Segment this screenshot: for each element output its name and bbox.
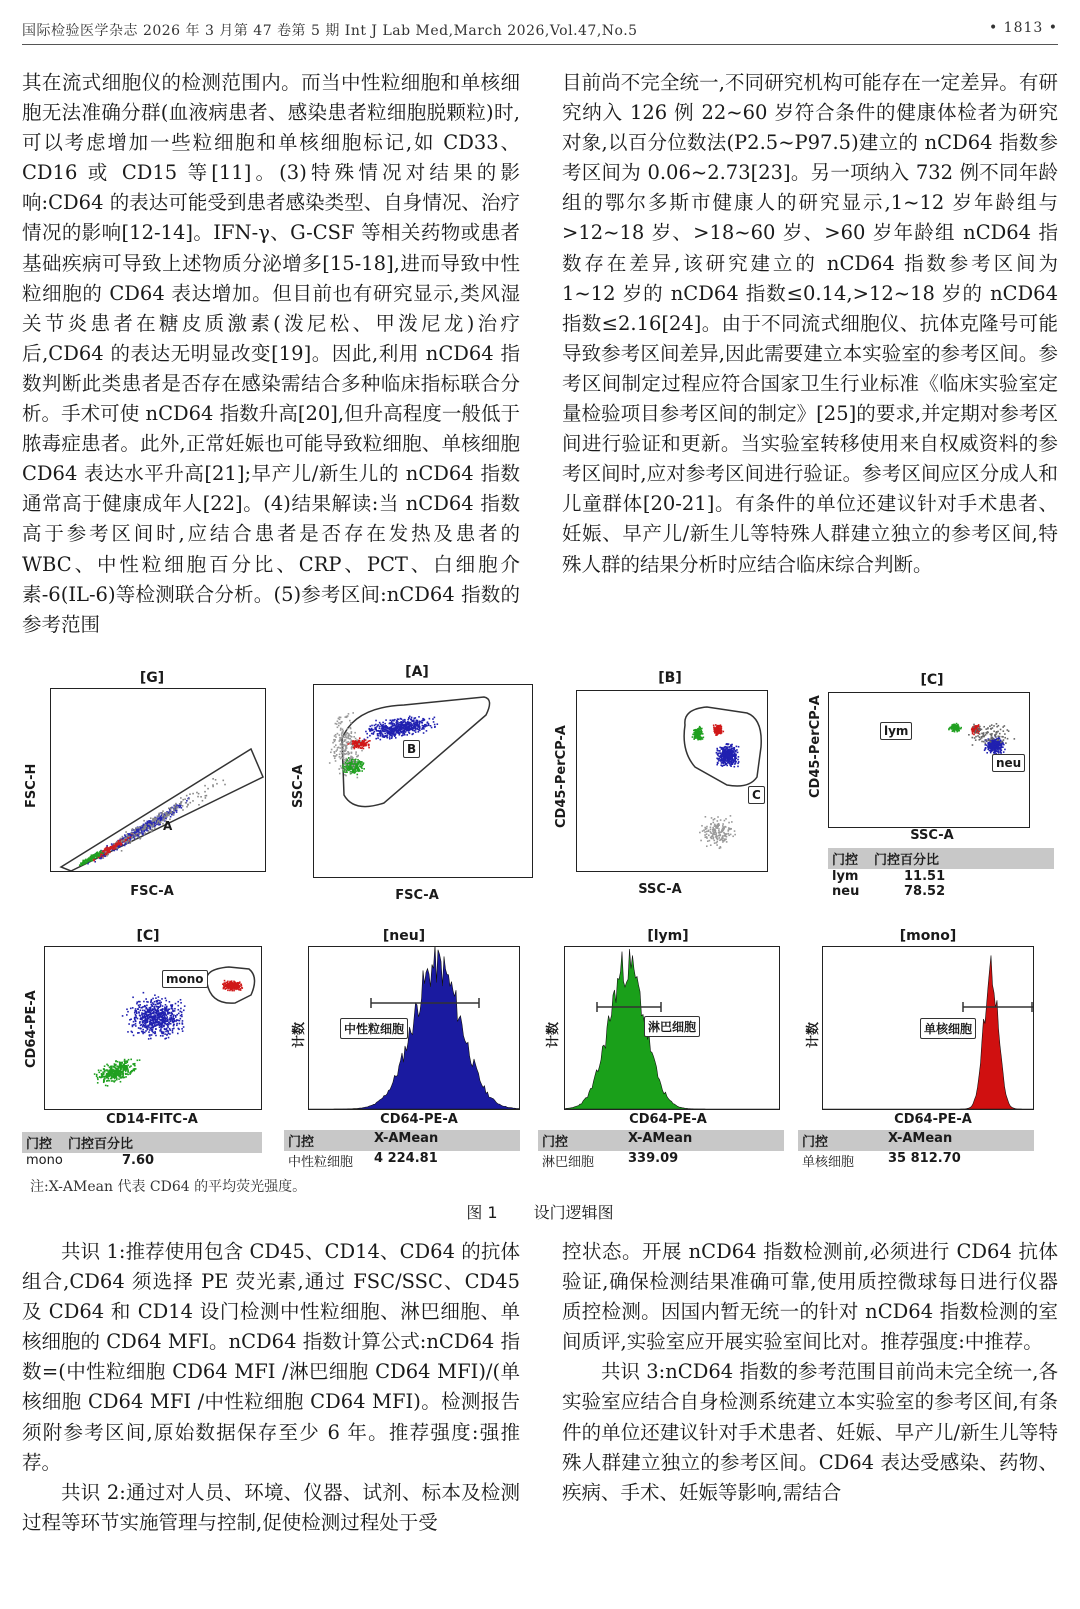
- panel-title: [B]: [658, 670, 682, 686]
- x-axis-label: CD14-FITC-A: [106, 1112, 198, 1127]
- scatter-plot: [51, 689, 265, 871]
- scatter-plot: [577, 691, 767, 871]
- panel-title: [lym]: [647, 928, 689, 944]
- panel-title: [C]: [920, 672, 944, 688]
- panel-a: [287, 664, 537, 908]
- paragraph: 控状态。开展 nCD64 指数检测前,必须进行 CD64 抗体验证,确保检测结果准确可靠,使用质控微球每日进行仪器质控检测。因国内暂无统一的针对 nCD64 指数检测的室间质评,实验室应开展实验室间比对。推荐强度:中推荐。: [562, 1240, 1058, 1354]
- y-axis-label: 计数: [292, 1021, 307, 1048]
- body-column-1: [22, 68, 520, 640]
- panel-title: [neu]: [382, 928, 426, 944]
- body-column-4: [562, 1237, 1058, 1508]
- running-header: [22, 16, 1058, 45]
- panel-title: [A]: [405, 664, 429, 680]
- y-axis-label: 计数: [806, 1021, 821, 1048]
- gate-label: 单核细胞: [920, 1018, 976, 1039]
- gate-label: 淋巴细胞: [644, 1016, 700, 1037]
- y-axis-label: CD64-PE-A: [24, 990, 39, 1068]
- panel-c-bottom: [22, 928, 272, 1168]
- x-axis-label: CD64-PE-A: [380, 1112, 458, 1127]
- gate-table: 门控 X-AMean 单核细胞 35 812.70: [798, 1130, 1034, 1170]
- body-column-2: [562, 68, 1058, 580]
- y-axis-label: FSC-H: [24, 763, 39, 808]
- consensus-3: 共识 3:nCD64 指数的参考范围目前尚未完全统一,各实验室应结合自身检测系统建立本实验室的参考区间,有条件的单位还建议针对手术患者、妊娠、早产儿/新生儿等特殊人群建立独立的参考区间。CD64 表达受感染、药物、疾病、手术、妊娠等影响,需结合: [562, 1360, 1058, 1504]
- panel-title: [mono]: [899, 928, 957, 944]
- figure-1: [22, 664, 1058, 1218]
- gate-label: mono: [162, 970, 208, 988]
- figure-note: 注:X-AMean 代表 CD64 的平均荧光强度。: [30, 1179, 307, 1195]
- gate-label: B: [403, 740, 420, 758]
- y-axis-label: 计数: [546, 1021, 561, 1048]
- x-axis-label: CD64-PE-A: [629, 1112, 707, 1127]
- panel-c-top: [802, 672, 1058, 908]
- panel-lym: [538, 928, 788, 1168]
- gate-label: 中性粒细胞: [340, 1018, 408, 1039]
- panel-mono: [798, 928, 1058, 1168]
- gate-table: 门控 X-AMean 中性粒细胞 4 224.81: [284, 1130, 520, 1170]
- y-axis-label: CD45-PerCP-A: [808, 695, 823, 798]
- page-number: • 1813 •: [988, 20, 1058, 36]
- panel-title: [C]: [136, 928, 160, 944]
- journal-info: 国际检验医学杂志 2026 年 3 月第 47 卷第 5 期 Int J Lab Med,March 2026,Vol.47,No.5: [22, 23, 638, 39]
- panel-neu: [284, 928, 524, 1168]
- x-axis-label: FSC-A: [395, 888, 439, 903]
- x-axis-label: FSC-A: [130, 884, 174, 899]
- panel-g: [22, 670, 272, 908]
- gate-table: 门控 X-AMean 淋巴细胞 339.09: [538, 1130, 784, 1170]
- x-axis-label: CD64-PE-A: [894, 1112, 972, 1127]
- y-axis-label: CD45-PerCP-A: [554, 725, 569, 828]
- consensus-2: 共识 2:通过对人员、环境、仪器、试剂、标本及检测过程等环节实施管理与控制,促使检测过程处于受: [22, 1480, 520, 1534]
- scatter-plot: [45, 947, 261, 1109]
- gate-label: neu: [992, 754, 1025, 772]
- panel-title: [G]: [139, 670, 165, 686]
- gate-label: C: [748, 786, 765, 804]
- gate-table: 门控 门控百分比 mono 7.60: [22, 1132, 262, 1168]
- gate-label: lym: [880, 722, 912, 740]
- y-axis-label: SSC-A: [291, 764, 306, 808]
- scatter-plot: [314, 685, 532, 877]
- gate-table: 门控 门控百分比 lym 11.51 neu 78.52: [828, 848, 1054, 899]
- gate-label: A: [163, 819, 173, 833]
- x-axis-label: SSC-A: [638, 882, 682, 897]
- paragraph: 其在流式细胞仪的检测范围内。而当中性粒细胞和单核细胞无法准确分群(血液病患者、感染患者粒细胞脱颗粒)时,可以考虑增加一些粒细胞和单核细胞标记,如 CD33、CD16 或 CD15 等[11]。(3)特殊情况对结果的影响:CD64 的表达可能受到患者感染类型、自身情况、治疗情况的影响[12-14]。IFN-γ、G-CSF 等相关药物或患者基础疾病可导致上述物质分泌增多[15-18],进而导致中性粒细胞的 CD64 表达增加。但目前也有研究显示,类风湿关节炎患者在糖皮质激素(泼尼松、甲泼尼龙)治疗后,CD64 的表达无明显改变[19]。因此,利用 nCD64 指数判断此类患者是否存在感染需结合多种临床指标联合分析。手术可使 nCD64 指数升高[20],但升高程度一般低于脓毒症患者。此外,正常妊娠也可能导致粒细胞、单核细胞 CD64 表达水平升高[21];早产儿/新生儿的 nCD64 指数通常高于健康成年人[22]。(4)结果解读:当 nCD64 指数高于参考区间时,应结合患者是否存在发热及患者的 WBC、中性粒细胞百分比、CRP、PCT、白细胞介素-6(IL-6)等检测联合分析。(5)参考区间:nCD64 指数的参考范围: [22, 71, 520, 636]
- consensus-1: 共识 1:推荐使用包含 CD45、CD14、CD64 的抗体组合,CD64 须选择 PE 荧光素,通过 FSC/SSC、CD45 及 CD64 和 CD14 设门检测中性粒细胞、淋巴细胞、单核细胞的 CD64 MFI。nCD64 指数计算公式:nCD64 指数=(中性粒细胞 CD64 MFI /淋巴细胞 CD64 MFI)/(单核细胞 CD64 MFI /中性粒细胞 CD64 MFI)。检测报告须附参考区间,原始数据保存至少 6 年。推荐强度:强推荐。: [22, 1240, 520, 1474]
- x-axis-label: SSC-A: [910, 828, 954, 843]
- body-column-3: [22, 1237, 520, 1538]
- panel-b: [550, 670, 780, 908]
- paragraph: 目前尚不完全统一,不同研究机构可能存在一定差异。有研究纳入 126 例 22~60 岁符合条件的健康体检者为研究对象,以百分位数法(P2.5~P97.5)建立的 nCD64 指数参考区间为 0.06~2.73[23]。另一项纳入 732 例不同年龄组的鄂尔多斯市健康人的研究显示,1~12 岁年龄组与>12~18 岁、>18~60 岁、>60 岁年龄组 nCD64 指数存在差异,该研究建立的 nCD64 指数参考区间为 1~12 岁的 nCD64 指数≤0.14,>12~18 岁的 nCD64 指数≤2.16[24]。由于不同流式细胞仪、抗体克隆号可能导致参考区间差异,因此需要建立本实验室的参考区间。参考区间制定过程应符合国家卫生行业标准《临床实验室定量检验项目参考区间的制定》[25]的要求,并定期对参考区间进行验证和更新。当实验室转移使用来自权威资料的参考区间时,应对参考区间进行验证。参考区间应区分成人和儿童群体[20-21]。有条件的单位还建议针对手术患者、妊娠、早产儿/新生儿等特殊人群建立独立的参考区间,特殊人群的结果分析时应结合临床综合判断。: [562, 71, 1058, 576]
- figure-caption: 图 1 设门逻辑图: [466, 1203, 614, 1222]
